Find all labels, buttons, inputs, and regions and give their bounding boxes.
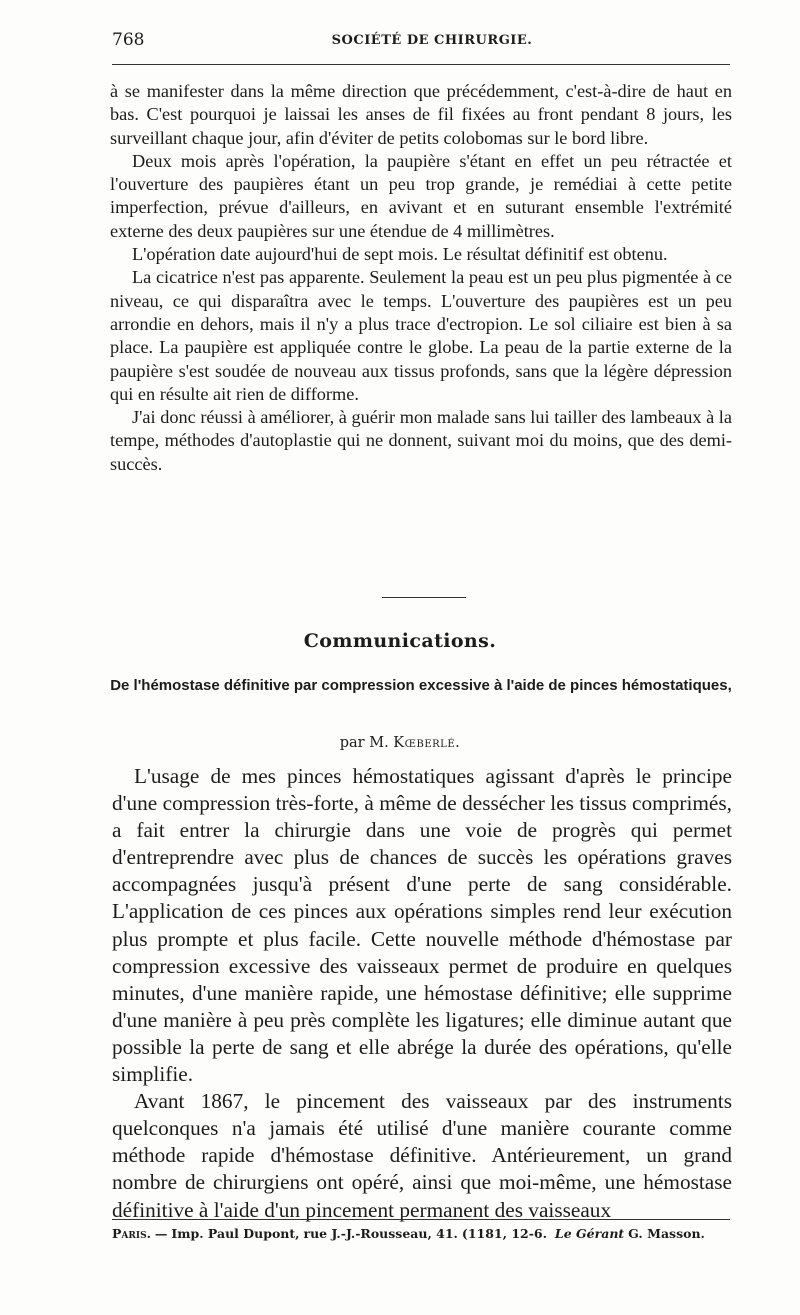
section-separator: [382, 597, 466, 598]
article-body: [112, 763, 732, 1224]
paragraph: L'opération date aujourd'hui de sept mois. Le résultat définitif est obtenu.: [132, 244, 668, 265]
section-heading: Communications.: [303, 630, 497, 652]
footer-rule: [112, 1219, 730, 1220]
footer-address: rue J.-J.-Rousseau, 41.: [303, 1226, 458, 1241]
footer-gerant-name: G. Masson.: [628, 1226, 705, 1241]
footer-dash: —: [154, 1226, 168, 1241]
article-author: [0, 735, 800, 751]
footer-gerant-label: Le Gérant: [554, 1226, 625, 1241]
running-head: SOCIÉTÉ DE CHIRURGIE.: [331, 33, 533, 48]
paragraph: à se manifester dans la même direction que précédemment, c'est-à-dire de haut en bas. C'est pourquoi je laissai les anses de fil fixées au front pendant 8 jours, les surveillant chaque jour, afin d'éviter de petits colobomas sur le bord libre.: [110, 81, 732, 148]
footer-imprint: Imp. Paul Dupont,: [171, 1226, 300, 1241]
paragraph: Avant 1867, le pincement des vaisseaux par des instruments quelconques n'a jamais été utilisé d'une manière courante comme méthode rapide d'hémostase définitive. Antérieurement, un grand nombre de chirurgiens ont opéré, ainsi que moi-même, une hémostase définitive à l'aide d'un pincement permanent des vaisseaux: [112, 1089, 732, 1222]
imprint-footer: [112, 1226, 732, 1241]
paragraph: J'ai donc réussi à améliorer, à guérir mon malade sans lui tailler des lambeaux à la tempe, méthodes d'autoplastie qui ne donnent, suivant moi du moins, que des demi-succès.: [110, 407, 732, 474]
previous-article-text: [110, 80, 732, 476]
page-header: [112, 30, 730, 54]
author-prefix: par M.: [339, 735, 389, 751]
footer-city: Paris.: [112, 1226, 151, 1241]
paragraph: Deux mois après l'opération, la paupière s'étant en effet un peu rétractée et l'ouverture des paupières étant un peu trop grande, je remédiai à cette petite imperfection, prévue d'ailleurs, en avivant et en suturant ensemble l'extrémité externe des deux paupières sur une étendue de 4 millimètres.: [110, 150, 732, 241]
page-number: 768: [112, 30, 145, 50]
header-rule: [112, 64, 730, 65]
author-name: Kœberlé.: [393, 735, 461, 751]
paragraph: L'usage de mes pinces hémostatiques agissant d'après le principe d'une compression très-forte, à même de dessécher les tissus comprimés, a fait entrer la chirurgie dans une voie de progrès qui permet d'entreprendre avec plus de chances de succès les opérations graves accompagnées jusqu'à présent d'une perte de sang considérable. L'application de ces pinces aux opérations simples rend leur exécution plus prompte et plus facile. Cette nouvelle méthode d'hémostase par compression excessive des vaisseaux permet de produire en quelques minutes, d'une manière rapide, une hémostase définitive; elle supprime d'une manière à peu près complète les ligatures; elle diminue autant que possible la perte de sang et elle abrége la durée des opérations, qu'elle simplifie.: [112, 764, 732, 1087]
paragraph: La cicatrice n'est pas apparente. Seulement la peau est un peu plus pigmentée à ce niveau, ce qui disparaîtra avec le temps. L'ouverture des paupières est un peu arrondie en dehors, mais il n'y a plus trace d'ectropion. Le sol ciliaire est bien à sa place. La paupière est appliquée contre le globe. La peau de la partie externe de la paupière s'est soudée de nouveau aux tissus profonds, sans que la légère dépression qui en résulte ait rien de difforme.: [110, 267, 732, 404]
footer-job-number: (1181, 12-6.: [461, 1226, 547, 1241]
article-title: De l'hémostase définitive par compression excessive à l'aide de pinces hémostatiques,: [110, 677, 732, 694]
